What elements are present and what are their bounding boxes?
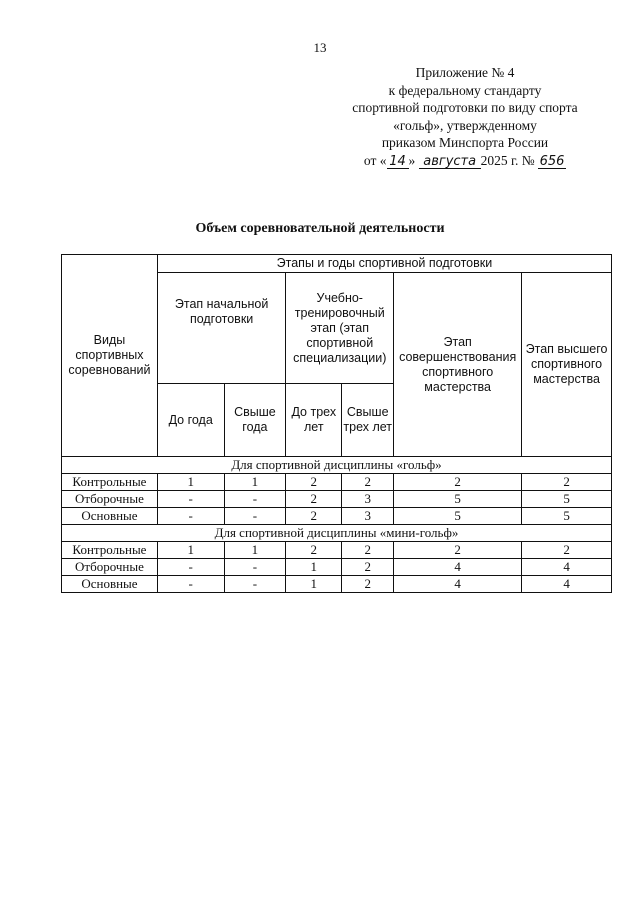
section-title-mini-golf: Для спортивной дисциплины «мини-гольф» <box>62 525 612 542</box>
cell-over-year: - <box>224 508 286 525</box>
cell-improvement: 5 <box>394 508 522 525</box>
cell-up-to-year: 1 <box>157 542 224 559</box>
row-label: Основные <box>62 508 158 525</box>
cell-over-year: - <box>224 559 286 576</box>
section-row-golf <box>62 457 612 474</box>
cell-up-to-three: 2 <box>286 508 342 525</box>
table-row <box>62 576 612 593</box>
cell-up-to-year: 1 <box>157 474 224 491</box>
row-label: Отборочные <box>62 491 158 508</box>
cell-over-three: 2 <box>342 542 394 559</box>
cell-over-three: 2 <box>342 559 394 576</box>
row-label: Основные <box>62 576 158 593</box>
cell-up-to-three: 1 <box>286 559 342 576</box>
cell-over-year: 1 <box>224 474 286 491</box>
cell-improvement: 2 <box>394 542 522 559</box>
header-row-1 <box>62 255 612 273</box>
header-over-year: Свыше года <box>224 384 286 457</box>
table-row <box>62 559 612 576</box>
cell-over-three: 3 <box>342 491 394 508</box>
cell-up-to-three: 2 <box>286 491 342 508</box>
header-stage-initial: Этап начальной подготовки <box>157 273 285 384</box>
header-stage-training: Учебно-тренировочный этап (этап спортивной специализации) <box>286 273 394 384</box>
cell-over-three: 2 <box>342 474 394 491</box>
competition-volume-table <box>61 254 612 593</box>
section-title-golf: Для спортивной дисциплины «гольф» <box>62 457 612 474</box>
cell-up-to-year: - <box>157 559 224 576</box>
table-row <box>62 491 612 508</box>
annex-header <box>330 64 600 169</box>
header-competition-types: Виды спортивных соревнований <box>62 255 158 457</box>
cell-over-year: 1 <box>224 542 286 559</box>
date-prefix: от « <box>363 152 387 168</box>
annex-line-sport: спортивной подготовки по виду спорта <box>352 100 578 115</box>
handwritten-day: 14 <box>387 155 409 169</box>
cell-higher: 2 <box>522 474 612 491</box>
cell-higher: 4 <box>522 559 612 576</box>
document-title: Объем соревновательной деятельности <box>195 221 445 236</box>
cell-improvement: 5 <box>394 491 522 508</box>
row-label: Отборочные <box>62 559 158 576</box>
table-row <box>62 508 612 525</box>
cell-improvement: 4 <box>394 559 522 576</box>
annex-line-order: приказом Минспорта России <box>381 135 549 150</box>
cell-improvement: 2 <box>394 474 522 491</box>
table-row <box>62 542 612 559</box>
annex-line-standard: к федеральному стандарту <box>388 82 542 98</box>
row-label: Контрольные <box>62 474 158 491</box>
header-stages: Этапы и годы спортивной подготовки <box>157 255 611 273</box>
row-label: Контрольные <box>62 542 158 559</box>
handwritten-order-number: 656 <box>539 153 565 169</box>
header-up-to-three-years: До трех лет <box>286 384 342 457</box>
date-year: 2025 г. № <box>480 152 535 168</box>
header-stage-higher: Этап высшего спортивного мастерства <box>522 273 612 457</box>
annex-date-line <box>330 152 600 170</box>
cell-up-to-year: - <box>157 491 224 508</box>
cell-over-year: - <box>224 576 286 593</box>
section-row-mini-golf <box>62 525 612 542</box>
annex-title: Приложение № 4 <box>415 65 515 80</box>
header-up-to-year: До года <box>157 384 224 457</box>
page-number: 13 <box>313 40 327 55</box>
cell-up-to-three: 1 <box>286 576 342 593</box>
header-stage-improvement: Этап совершенствования спортивного мастерства <box>394 273 522 457</box>
table-row <box>62 474 612 491</box>
cell-over-three: 3 <box>342 508 394 525</box>
cell-over-three: 2 <box>342 576 394 593</box>
cell-up-to-three: 2 <box>286 474 342 491</box>
cell-higher: 5 <box>522 491 612 508</box>
cell-up-to-year: - <box>157 508 224 525</box>
cell-up-to-year: - <box>157 576 224 593</box>
cell-higher: 4 <box>522 576 612 593</box>
cell-up-to-three: 2 <box>286 542 342 559</box>
cell-improvement: 4 <box>394 576 522 593</box>
handwritten-month: августа <box>419 155 481 169</box>
cell-higher: 2 <box>522 542 612 559</box>
cell-higher: 5 <box>522 508 612 525</box>
annex-line-golf: «гольф», утвержденному <box>393 117 537 133</box>
cell-over-year: - <box>224 491 286 508</box>
date-mid: » <box>408 152 416 168</box>
header-over-three-years: Свыше трех лет <box>342 384 394 457</box>
